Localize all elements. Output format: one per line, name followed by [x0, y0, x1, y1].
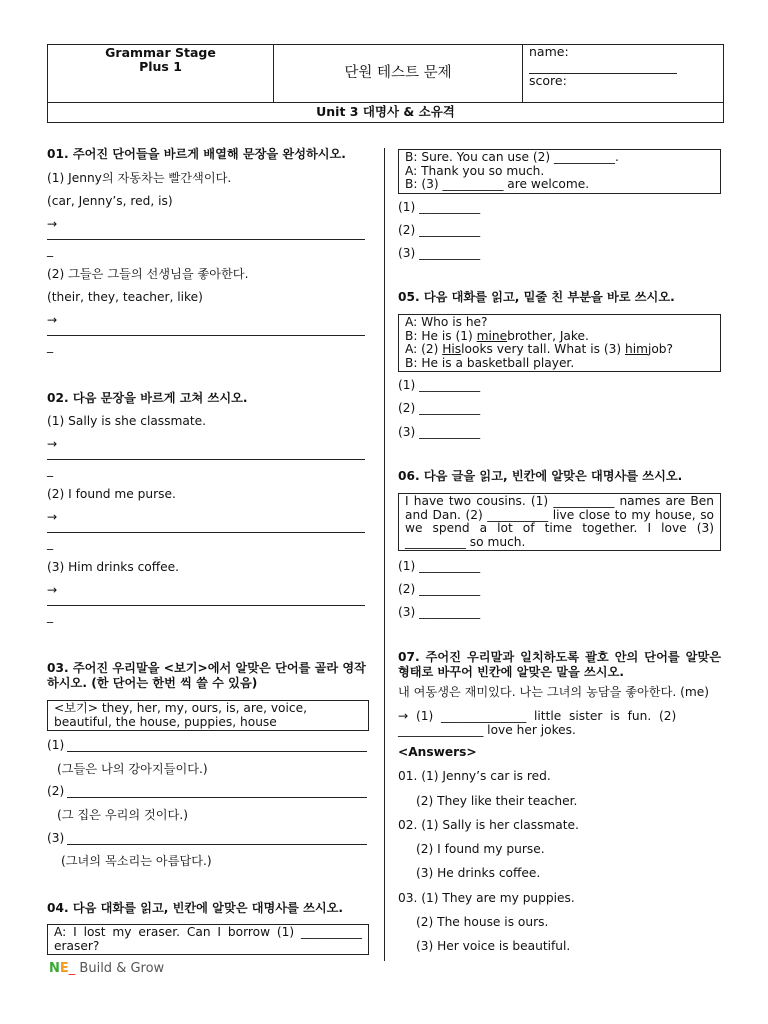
q01-text: 주어진 단어들을 바르게 배열해 문장을 완성하시오. — [72, 147, 346, 161]
q03-prompt — [47, 661, 369, 691]
q07-line2[interactable]: ______________ love her jokes. — [398, 723, 576, 737]
q04-line-a2: A: Thank you so much. — [405, 163, 545, 178]
q05-line1: A: Who is he? — [405, 315, 488, 329]
q02-number: 02. — [47, 391, 69, 405]
q04-text: 다음 대화를 읽고, 빈칸에 알맞은 대명사를 쓰시오. — [72, 901, 344, 915]
q05-number: 05. — [398, 290, 420, 304]
q04-answer1[interactable]: (1) __________ — [398, 200, 481, 214]
q02-tail3: _ — [47, 609, 54, 623]
q05-text: 다음 대화를 읽고, 밑줄 친 부분을 바로 쓰시오. — [423, 290, 675, 304]
unit-title: Unit 3 대명사 & 소유격 — [48, 102, 723, 122]
q01-prompt — [47, 147, 346, 162]
q06-answer2[interactable]: (2) __________ — [398, 582, 481, 596]
book-title-line1: Grammar Stage — [105, 45, 216, 60]
q05-answer1[interactable]: (1) __________ — [398, 378, 481, 392]
q06-answer3[interactable]: (3) __________ — [398, 605, 481, 619]
logo-text: Build & Grow — [79, 961, 165, 976]
q05-answer2[interactable]: (2) __________ — [398, 401, 481, 415]
q02-arrow1: → — [47, 437, 58, 451]
name-field[interactable] — [529, 59, 677, 74]
book-title-cell — [48, 45, 274, 102]
q04-line-b1: B: Sure. You can use (2) __________. — [405, 150, 619, 164]
q05-line4: B: He is a basketball player. — [405, 355, 575, 370]
q05-dialog-box — [398, 314, 721, 372]
q02-answer2-line[interactable] — [47, 532, 365, 533]
q05-prompt — [398, 290, 675, 305]
q03-answer1-line[interactable] — [67, 751, 367, 752]
q02-prompt — [47, 391, 248, 406]
q04-dialog-box-part2 — [398, 149, 721, 194]
q05-underline2: His — [442, 342, 462, 356]
q02-item1: (1) Sally is she classmate. — [47, 414, 207, 428]
logo-underscore: _ — [68, 961, 76, 976]
q01-item2-words: (their, they, teacher, like) — [47, 290, 203, 304]
answer-02-1: 02. (1) Sally is her classmate. — [398, 818, 579, 832]
q05-line3: A: (2) Hislooks very tall. What is (3) himjob? — [405, 342, 674, 356]
q03-answer2-line[interactable] — [67, 797, 367, 798]
answer-02-2: (2) I found my purse. — [416, 842, 545, 856]
q06-prompt — [398, 469, 682, 484]
q07-number: 07. — [398, 650, 420, 664]
q04-line-b2: B: (3) __________ are welcome. — [405, 177, 590, 191]
q04-answer3[interactable]: (3) __________ — [398, 246, 481, 260]
q02-arrow2: → — [47, 510, 58, 524]
test-title: 단원 테스트 문제 — [274, 45, 523, 102]
q04-number: 04. — [47, 901, 69, 915]
q07-line1[interactable]: → (1) ______________ little sister is fun. (2) — [398, 709, 677, 723]
score-label: score: — [529, 73, 567, 88]
q05-line2: B: He is (1) minebrother, Jake. — [405, 328, 589, 343]
q03-label2: (2) — [47, 784, 65, 798]
q04-answer2[interactable]: (2) __________ — [398, 223, 481, 237]
answer-03-3: (3) Her voice is beautiful. — [416, 939, 571, 953]
q03-hint2: (그 집은 우리의 것이다.) — [57, 808, 188, 822]
answers-heading: <Answers> — [398, 745, 477, 759]
q03-word-box: <보기> they, her, my, ours, is, are, voice, beautiful, the house, puppies, house — [47, 700, 369, 731]
answer-02-3: (3) He drinks coffee. — [416, 866, 541, 880]
q01-arrow1: → — [47, 217, 58, 231]
answer-03-1: 03. (1) They are my puppies. — [398, 891, 575, 905]
logo-letter-e: E — [59, 961, 69, 976]
q05-answer3[interactable]: (3) __________ — [398, 425, 481, 439]
q07-text: 주어진 우리말과 일치하도록 괄호 안의 단어를 알맞은 형태로 바꾸어 빈칸에 알맞은 말을 쓰시오. — [398, 650, 721, 679]
q06-passage-box: I have two cousins. (1) __________ names are Ben and Dan. (2) __________ live close to my house, so we spend a lot of time together. I love (3) __________ so much. — [398, 493, 721, 551]
q01-item1: (1) Jenny의 자동차는 빨간색이다. — [47, 171, 232, 185]
book-title-line2: Plus 1 — [139, 59, 182, 74]
q01-answer2-line[interactable] — [47, 335, 365, 336]
column-divider — [384, 148, 385, 961]
q05-underline3: him — [624, 342, 648, 356]
q02-arrow3: → — [47, 583, 58, 597]
q01-tail2: _ — [47, 339, 54, 353]
answer-01-1: 01. (1) Jenny’s car is red. — [398, 769, 551, 783]
q01-arrow2: → — [47, 313, 58, 327]
q06-text: 다음 글을 읽고, 빈칸에 알맞은 대명사를 쓰시오. — [423, 469, 683, 483]
q06-answer1[interactable]: (1) __________ — [398, 559, 481, 573]
logo-letter-n: N — [49, 961, 60, 976]
q01-answer1-line[interactable] — [47, 239, 365, 240]
q03-label3: (3) — [47, 831, 65, 845]
name-score-cell — [523, 45, 723, 102]
answer-01-2: (2) They like their teacher. — [416, 794, 578, 808]
answer-03-2: (2) The house is ours. — [416, 915, 549, 929]
q02-text: 다음 문장을 바르게 고쳐 쓰시오. — [72, 391, 248, 405]
q03-label1: (1) — [47, 738, 65, 752]
q01-item1-words: (car, Jenny’s, red, is) — [47, 194, 173, 208]
q02-answer3-line[interactable] — [47, 605, 365, 606]
q04-dialog-box-part1: A: I lost my eraser. Can I borrow (1) __________ eraser? — [47, 924, 369, 955]
q03-text: 주어진 우리말을 <보기>에서 알맞은 단어를 골라 영작하시오. (한 단어는 한번 씩 쓸 수 있음) — [47, 661, 366, 690]
q03-answer3-line[interactable] — [67, 844, 367, 845]
q02-item2: (2) I found me purse. — [47, 487, 176, 501]
q01-item2: (2) 그들은 그들의 선생님을 좋아한다. — [47, 267, 249, 281]
q02-answer1-line[interactable] — [47, 459, 365, 460]
q02-tail1: _ — [47, 463, 54, 477]
q05-underline1: mine — [476, 328, 508, 343]
q03-hint3: (그녀의 목소리는 아름답다.) — [61, 854, 212, 868]
q02-tail2: _ — [47, 536, 54, 550]
q01-number: 01. — [47, 147, 69, 161]
q07-korean: 내 여동생은 재미있다. 나는 그녀의 농담을 좋아한다. (me) — [398, 685, 709, 699]
q06-number: 06. — [398, 469, 420, 483]
q03-hint1: (그들은 나의 강아지들이다.) — [57, 762, 208, 776]
header-table — [47, 44, 724, 123]
q07-prompt — [398, 650, 721, 680]
q03-number: 03. — [47, 661, 69, 675]
name-label: name: — [529, 44, 569, 59]
q02-item3: (3) Him drinks coffee. — [47, 560, 179, 574]
score-field[interactable] — [529, 88, 677, 103]
q01-tail1: _ — [47, 243, 54, 257]
ne-build-grow-logo — [49, 961, 164, 977]
q04-prompt — [47, 901, 343, 916]
